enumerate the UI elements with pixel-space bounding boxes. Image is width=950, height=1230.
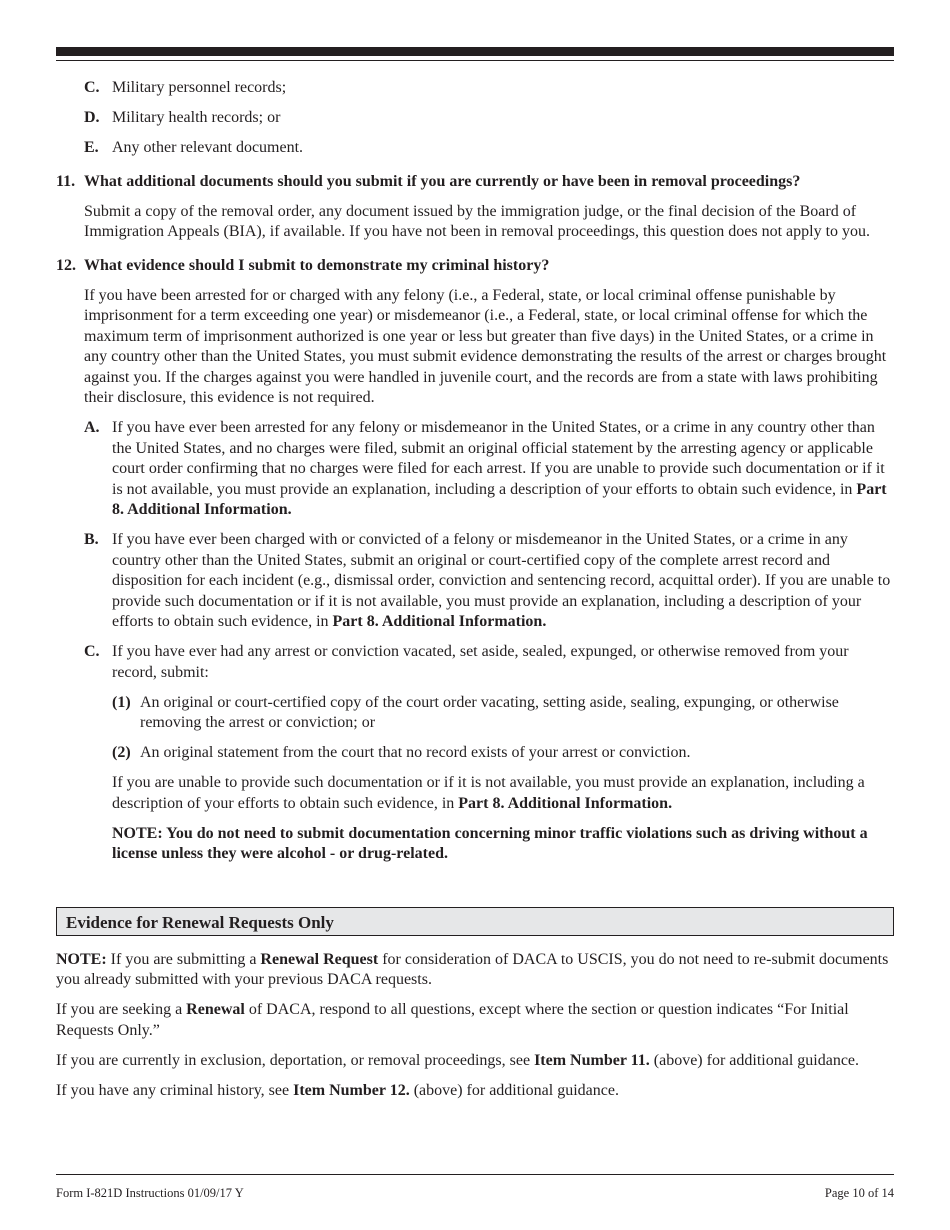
criminal-subitem-2: [56, 743, 894, 764]
footer-rule: [56, 1174, 894, 1175]
renewal-paragraph-3: [56, 1051, 894, 1072]
renewal-paragraph-2: [56, 1000, 894, 1041]
note-text-c: for consideration of DACA to USCIS, you do not need to re-submit documents you already submitted with your previous DACA requests.: [56, 950, 889, 988]
list-text: [112, 418, 894, 521]
question-11-body: Submit a copy of the removal order, any document issued by the immigration judge, or the final decision of the Board of Immigration Appeals (BIA), if available. If you have not been in removal proceedings, this question does not apply to you.: [84, 202, 871, 240]
question-title: What additional documents should you submit if you are currently or have been in removal proceedings?: [84, 172, 801, 190]
bold-text: Item Number 11.: [534, 1051, 650, 1069]
list-text: Military personnel records;: [112, 79, 287, 96]
list-item-e: [56, 138, 894, 159]
list-label: D.: [84, 109, 100, 126]
list-item-d: [56, 108, 894, 129]
note-text-bold: Renewal Request: [260, 950, 379, 968]
renewal-note: [56, 950, 894, 991]
note-label: NOTE:: [56, 950, 107, 968]
bold-text: Renewal: [186, 1001, 245, 1018]
criminal-c-followup: [112, 773, 894, 814]
note-text-a: If you are submitting a: [106, 950, 261, 968]
sub-text: An original or court-certified copy of the court order vacating, setting aside, sealing, expunging, or otherwise removing the arrest or conviction; or: [140, 693, 839, 731]
criminal-item-a: [56, 418, 894, 521]
question-number: 11.: [56, 172, 76, 190]
question-number: 12.: [56, 256, 76, 274]
question-12-title: [56, 256, 894, 277]
footer-page-number: Page 10 of 14: [824, 1186, 894, 1200]
item-text: If you have ever been charged with or convicted of a felony or misdemeanor in the United States, or a crime in any country other than the United States, submit an original or court-certified copy of the complete arrest record and disposition for each incident (e.g., dismissal order, conviction and sentencing record, acquittal order). If you are unable to provide such documentation or if it is not available, you must provide an explanation, including a description of your efforts to obtain such evidence, in: [112, 531, 891, 630]
criminal-subitem-1: [56, 693, 894, 734]
text: If you are seeking a: [56, 1001, 187, 1018]
text: If you have any criminal history, see: [56, 1081, 294, 1099]
text: If you are currently in exclusion, deportation, or removal proceedings, see: [56, 1051, 535, 1069]
part-8-reference: Part 8. Additional Information.: [332, 613, 547, 630]
criminal-item-b: [56, 530, 894, 633]
question-title: What evidence should I submit to demonstrate my criminal history?: [84, 256, 550, 274]
list-text: [112, 530, 894, 633]
list-text: If you have ever had any arrest or conviction vacated, set aside, sealed, expunged, or otherwise removed from your record, submit:: [112, 643, 849, 681]
sub-label: (2): [112, 744, 131, 761]
page-content: [56, 78, 894, 1101]
list-label: C.: [84, 79, 100, 96]
list-text: Any other relevant document.: [112, 139, 304, 156]
part-8-reference: Part 8. Additional Information.: [458, 794, 673, 812]
list-text: Military health records; or: [112, 109, 281, 126]
question-12-body: If you have been arrested for or charged with any felony (i.e., a Federal, state, or local criminal offense punishable by imprisonment for a term exceeding one year) or misdemeanor (i.e., a Federal, state, or local criminal offense for which the maximum term of imprisonment authorized is one year or less but greater than five days) in the United States, or a crime in any country other than the United States, you must submit evidence demonstrating the results of the arrest or charges brought against you. If the charges against you were handled in juvenile court, and the records are from a state with laws prohibiting their disclosure, this evidence is not required.: [84, 286, 887, 406]
item-text: If you have ever been arrested for any felony or misdemeanor in the United States, or a crime in any country other than the United States, and no charges were filed, submit an original official statement by the arresting agency or applicable court order confirming that no charges were filed for each arrest. If you are unable to provide such documentation or if it is not available, you must provide an explanation, including a description of your efforts to obtain such evidence, in: [112, 419, 885, 498]
criminal-item-c: [56, 642, 894, 683]
text: of DACA, respond to all questions, except where the section or question indicates “For Initial Requests Only.”: [56, 1001, 849, 1039]
bold-text: Item Number 12.: [293, 1081, 410, 1099]
header-rule-thick: [56, 47, 894, 56]
text: (above) for additional guidance.: [649, 1051, 860, 1069]
renewal-paragraph-4: [56, 1081, 894, 1102]
section-heading-renewal: Evidence for Renewal Requests Only: [56, 907, 894, 936]
text: (above) for additional guidance.: [409, 1081, 619, 1099]
list-label: B.: [84, 531, 99, 548]
followup-text: If you are unable to provide such documentation or if it is not available, you must provide an explanation, including a description of your efforts to obtain such evidence, in: [112, 774, 865, 812]
header-rule-thin: [56, 60, 894, 61]
traffic-note: NOTE: You do not need to submit documentation concerning minor traffic violations such as driving without a license unless they were alcohol - or drug-related.: [112, 824, 868, 862]
question-11-title: [56, 172, 894, 193]
list-label: C.: [84, 643, 100, 660]
list-label: A.: [84, 419, 100, 436]
footer-form-id: Form I-821D Instructions 01/09/17 Y: [56, 1186, 244, 1200]
part-8-reference: Part 8. Additional Information.: [112, 480, 887, 518]
sub-label: (1): [112, 693, 131, 711]
list-item-c: [56, 78, 894, 99]
sub-text: An original statement from the court that no record exists of your arrest or conviction.: [140, 744, 691, 761]
list-label: E.: [84, 139, 99, 156]
